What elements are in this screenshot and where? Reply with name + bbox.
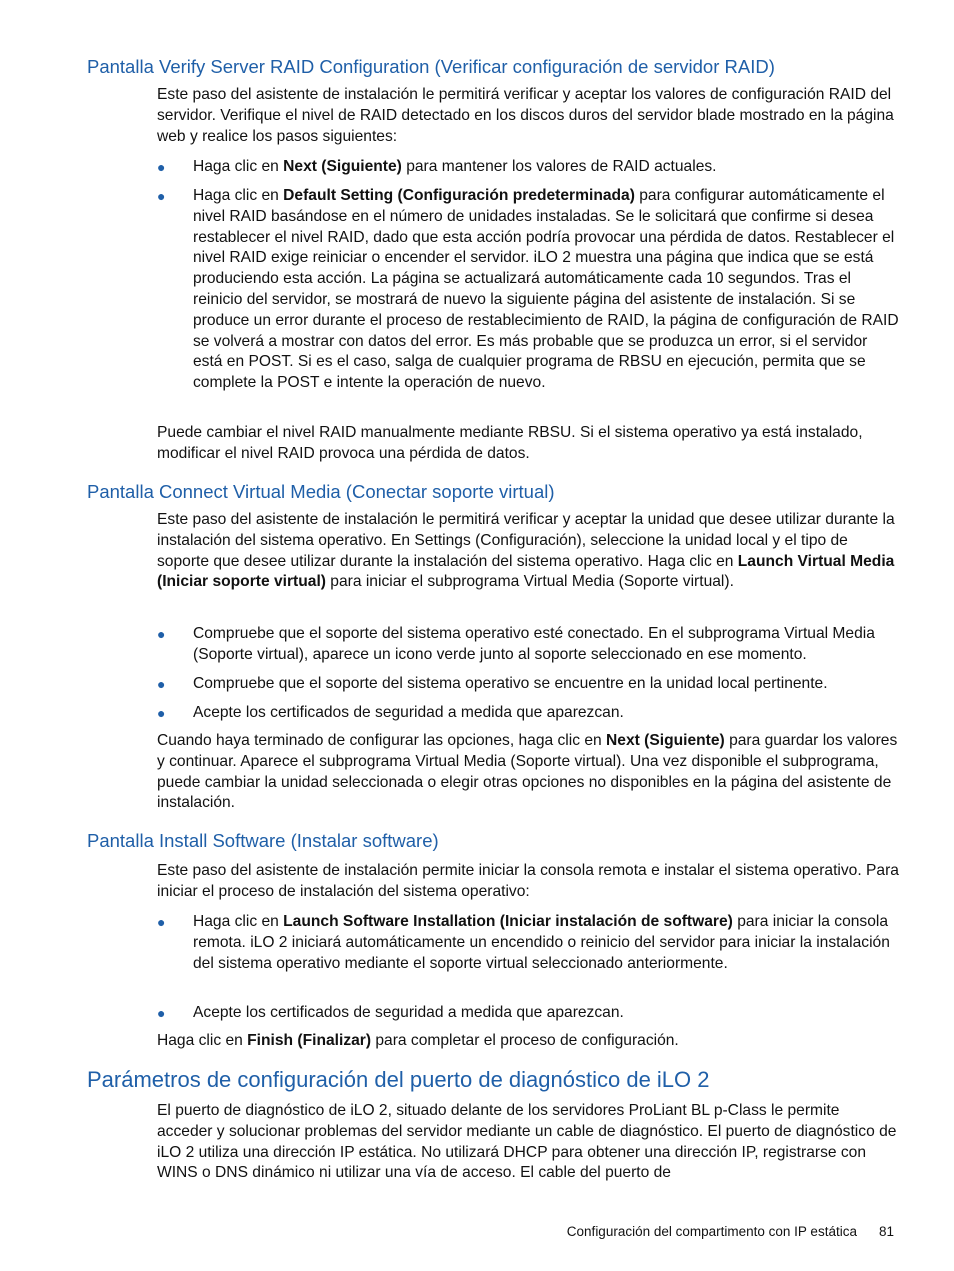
bullet-icon: ● xyxy=(157,188,166,204)
bullet-text: para iniciar la consola remota. iLO 2 iniciará automáticamente un encendido o reinicio del servidor para iniciar la instalación del sistema operativo mediante el soporte virtual seleccionado anteriormente. xyxy=(193,913,890,972)
bullet-text: Compruebe que el soporte del sistema operativo se encuentre en la unidad local pertinente. xyxy=(193,675,828,692)
bullet-icon: ● xyxy=(157,159,166,175)
bullet-icon: ● xyxy=(157,1005,166,1021)
section-heading-verify-raid: Pantalla Verify Server RAID Configuration (Verificar configuración de servidor RAID) xyxy=(87,56,775,77)
bullet-text: Haga clic en xyxy=(193,187,284,204)
verify-raid-intro: Este paso del asistente de instalación le permitirá verificar y aceptar los valores de configuración RAID del servidor. Verifique el nivel de RAID detectado en los discos duros del servidor blade mostrado en la página web y realice los pasos siguientes: xyxy=(157,86,894,145)
bullet-text: para mantener los valores de RAID actuales. xyxy=(401,158,717,175)
install-software-intro: Este paso del asistente de instalación permite iniciar la consola remota e instalar el sistema operativo. Para iniciar el proceso de instalación del sistema operativo: xyxy=(157,862,899,900)
ui-term-launch-virtual-media: Launch Virtual Media (Iniciar soporte virtual) xyxy=(157,552,895,591)
page-number: 81 xyxy=(878,1224,894,1239)
list-item xyxy=(157,1003,899,1024)
list-item xyxy=(157,157,899,178)
ui-term-default-setting: Default Setting (Configuración predeterminada) xyxy=(283,187,635,204)
ui-term-finish: Finish (Finalizar) xyxy=(247,1032,372,1049)
bullet-text: Acepte los certificados de seguridad a medida que aparezcan. xyxy=(193,1004,624,1021)
install-software-outro: Haga clic en Finish (Finalizar) para completar el proceso de configuración. xyxy=(157,1032,679,1049)
section-heading-connect-virtual-media: Pantalla Connect Virtual Media (Conectar soporte virtual) xyxy=(87,481,555,502)
list-item xyxy=(157,186,899,394)
bullet-text: Compruebe que el soporte del sistema operativo esté conectado. En el subprograma Virtual Media (Soporte virtual), aparece un icono verde junto al soporte seleccionado en ese momento. xyxy=(193,625,875,663)
bullet-text: para configurar automáticamente el nivel RAID basándose en el número de unidades instaladas. Se le solicitará que confirme si desea restablecer el nivel RAID, dado que esta acción podría provocar una pérdida de datos. Restablecer el nivel RAID exige reiniciar o encender el servidor. iLO 2 muestra una página que indica que se está produciendo esta acción. La página se actualizará automáticamente cada 10 segundos. Tras el reinicio del servidor, se mostrará de nuevo la siguiente página del asistente de instalación. Si se produce un error durante el proceso de restablecimiento de RAID, la página de configuración de RAID se volverá a mostrar con datos del error. Es más probable que se produzca un error, si el servidor está en POST. Si es el caso, salga de cualquier programa de RBSU en ejecución, permita que se complete la POST e intente la operación de nuevo. xyxy=(193,187,899,392)
bullet-icon: ● xyxy=(157,914,166,930)
diagnostic-port-intro: El puerto de diagnóstico de iLO 2, situado delante de los servidores ProLiant BL p-Class le permite acceder y solucionar problemas del servidor mediante un cable de diagnóstico. El puerto de diagnóstico de iLO 2 utiliza una dirección IP estática. No utilizará DHCP para obtener una dirección IP, registrarse con WINS o DNS dinámico ni utilizar una vía de acceso. El cable del puerto de xyxy=(157,1102,897,1182)
list-item xyxy=(157,703,899,724)
ui-term-launch-software-installation: Launch Software Installation (Iniciar instalación de software) xyxy=(283,913,733,930)
verify-raid-outro: Puede cambiar el nivel RAID manualmente mediante RBSU. Si el sistema operativo ya está instalado, modificar el nivel RAID provoca una pérdida de datos. xyxy=(157,424,863,462)
section-heading-install-software: Pantalla Install Software (Instalar software) xyxy=(87,830,439,851)
section-heading-diagnostic-port: Parámetros de configuración del puerto de diagnóstico de iLO 2 xyxy=(87,1067,710,1092)
bullet-icon: ● xyxy=(157,626,166,642)
bullet-text: Haga clic en xyxy=(193,913,284,930)
ui-term-next: Next (Siguiente) xyxy=(606,732,725,749)
footer-title: Configuración del compartimento con IP estática xyxy=(566,1224,857,1239)
list-item xyxy=(157,624,899,666)
bullet-text: Acepte los certificados de seguridad a medida que aparezcan. xyxy=(193,704,624,721)
ui-term-next: Next (Siguiente) xyxy=(283,158,402,175)
bullet-icon: ● xyxy=(157,705,166,721)
bullet-text: Haga clic en xyxy=(193,158,284,175)
page-footer xyxy=(520,1223,894,1241)
list-item xyxy=(157,674,899,695)
bullet-icon: ● xyxy=(157,676,166,692)
list-item xyxy=(157,912,899,974)
connect-media-outro: Cuando haya terminado de configurar las opciones, haga clic en Next (Siguiente) para guardar los valores y continuar. Aparece el subprograma Virtual Media (Soporte virtual). Una vez disponible el subprograma, puede cambiar la unidad seleccionada o elegir otras opciones no disponibles en la página del asistente de instalación. xyxy=(157,732,898,812)
connect-media-intro: Este paso del asistente de instalación le permitirá verificar y aceptar la unidad que desee utilizar durante la instalación del sistema operativo. En Settings (Configuración), seleccione la unidad local y el tipo de soporte que desee utilizar durante la instalación del sistema operativo. Haga clic en Launch Virtual Media (Iniciar soporte virtual) para iniciar el subprograma Virtual Media (Soporte virtual). xyxy=(157,511,895,591)
